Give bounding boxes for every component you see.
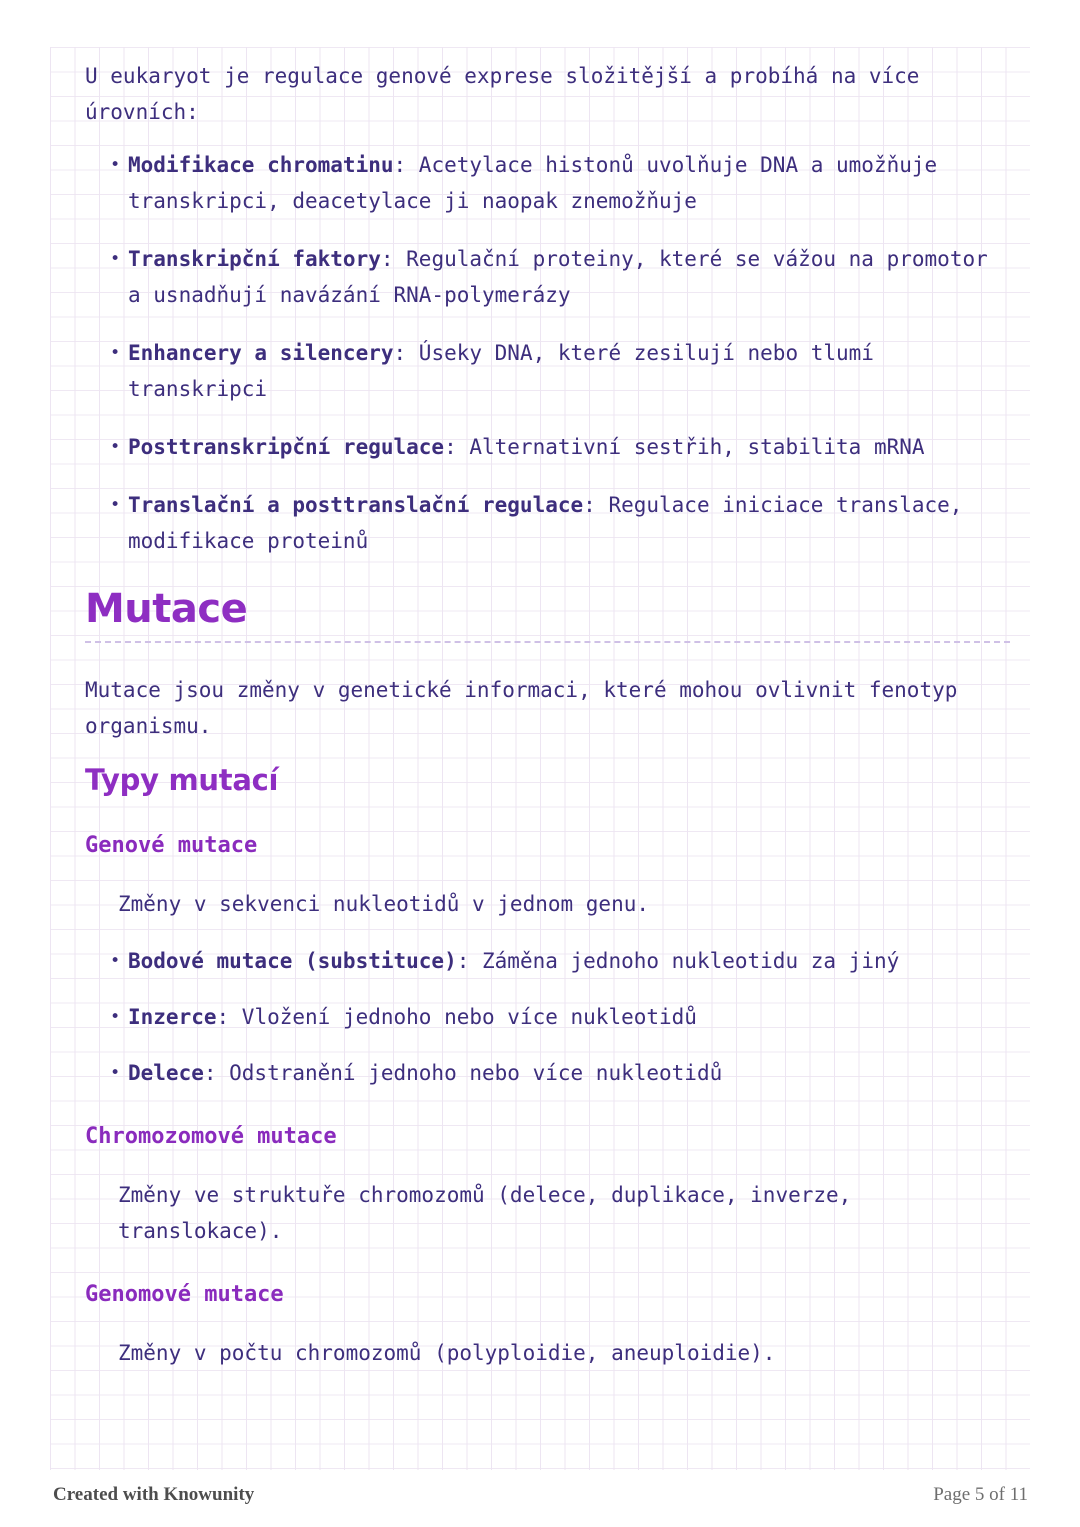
genomove-description: Změny v počtu chromozomů (polyploidie, aneuploidie). bbox=[118, 1341, 776, 1365]
list-item-rest: : Regulační proteiny, které se vážou na promotor a usnadňují navázání RNA-polymerázy bbox=[128, 247, 988, 307]
list-item-rest: : Vložení jednoho nebo více nukleotidů bbox=[216, 1005, 697, 1029]
list-item-text bbox=[128, 335, 989, 407]
list-item-lead: Bodové mutace (substituce) bbox=[128, 949, 457, 973]
list-item-text bbox=[128, 943, 989, 979]
subsection-title-typy-mutaci: Typy mutací bbox=[85, 763, 279, 797]
section-title-divider bbox=[85, 585, 1010, 643]
bullet-icon: • bbox=[110, 155, 121, 175]
section-title-mutace: Mutace bbox=[85, 586, 248, 632]
list-item-lead: Transkripční faktory bbox=[128, 247, 381, 271]
bullet-icon: • bbox=[110, 343, 121, 363]
bullet-icon: • bbox=[110, 1063, 121, 1083]
list-item bbox=[110, 487, 989, 559]
bullet-icon: • bbox=[110, 1007, 121, 1027]
list-item-rest: : Úseky DNA, které zesilují nebo tlumí transkripci bbox=[128, 341, 874, 401]
list-item-rest: : Záměna jednoho nukleotidu za jiný bbox=[456, 949, 900, 973]
list-item-lead: Modifikace chromatinu bbox=[128, 153, 394, 177]
regulation-list bbox=[85, 147, 1010, 559]
list-item-lead: Posttranskripční regulace bbox=[128, 435, 445, 459]
list-item-rest: : Regulace iniciace translace, modifikace proteinů bbox=[128, 493, 963, 553]
page-footer bbox=[53, 1484, 1028, 1506]
list-item-text bbox=[128, 241, 989, 313]
chromozomove-description: Změny ve struktuře chromozomů (delece, duplikace, inverze, translokace). bbox=[118, 1183, 852, 1243]
group-heading-genomove-mutace: Genomové mutace bbox=[85, 1282, 284, 1307]
list-item-text bbox=[128, 147, 989, 219]
bullet-icon: • bbox=[110, 951, 121, 971]
list-item-text bbox=[128, 1055, 989, 1091]
list-item bbox=[110, 241, 989, 313]
list-item-lead: Enhancery a silencery bbox=[128, 341, 394, 365]
list-item-lead: Inzerce bbox=[128, 1005, 217, 1029]
list-item-lead: Translační a posttranslační regulace bbox=[128, 493, 584, 517]
list-item bbox=[110, 335, 989, 407]
bullet-icon: • bbox=[110, 437, 121, 457]
list-item-lead: Delece bbox=[128, 1061, 204, 1085]
list-item-text bbox=[128, 429, 989, 465]
list-item-rest: : Alternativní sestřih, stabilita mRNA bbox=[444, 435, 925, 459]
list-item-rest: : Acetylace histonů uvolňuje DNA a umožňuje transkripci, deacetylace ji naopak znemožňuje bbox=[128, 153, 938, 213]
footer-brand-label: Created with Knowunity bbox=[53, 1484, 255, 1505]
list-item-text bbox=[128, 999, 989, 1035]
list-item bbox=[110, 147, 989, 219]
list-item bbox=[110, 999, 989, 1035]
genove-mutace-list bbox=[85, 943, 1010, 1091]
list-item-rest: : Odstranění jednoho nebo více nukleotidů bbox=[203, 1061, 723, 1085]
group-heading-genove-mutace: Genové mutace bbox=[85, 833, 258, 858]
intro-paragraph: U eukaryot je regulace genové exprese složitější a probíhá na více úrovních: bbox=[85, 64, 920, 124]
list-item-text bbox=[128, 487, 989, 559]
list-item bbox=[110, 429, 989, 465]
bullet-icon: • bbox=[110, 249, 121, 269]
genove-description: Změny v sekvenci nukleotidů v jednom genu. bbox=[118, 892, 650, 916]
list-item bbox=[110, 943, 989, 979]
note-page-card bbox=[50, 47, 1030, 1470]
list-item bbox=[110, 1055, 989, 1091]
footer-page-indicator: Page 5 of 11 bbox=[933, 1484, 1028, 1505]
mutace-description: Mutace jsou změny v genetické informaci, které mohou ovlivnit fenotyp organismu. bbox=[85, 678, 958, 738]
group-heading-chromozomove-mutace: Chromozomové mutace bbox=[85, 1124, 337, 1149]
bullet-icon: • bbox=[110, 495, 121, 515]
